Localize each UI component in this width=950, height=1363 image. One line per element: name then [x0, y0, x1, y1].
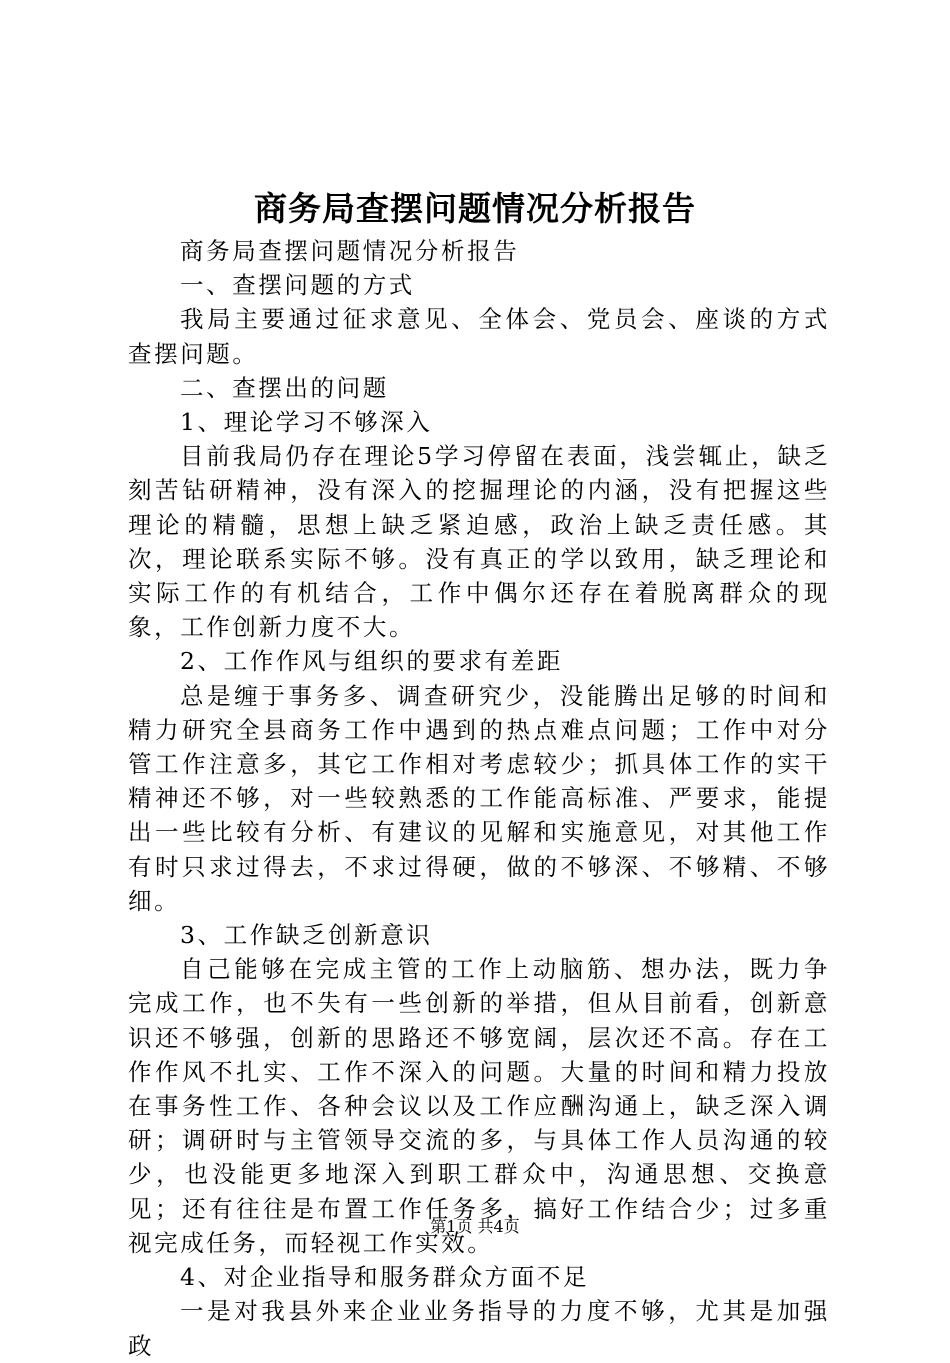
paragraph: 目前我局仍存在理论5学习停留在表面，浅尝辄止，缺乏刻苦钻研精神，没有深入的挖掘理论的内涵，没有把握这些理论的精髓，思想上缺乏紧迫感，政治上缺乏责任感。其次，理论联系实际不够。没有真正的学以致用，缺乏理论和实际工作的有机结合，工作中偶尔还存在着脱离群众的现象，工作创新力度不大。 [128, 442, 830, 642]
paragraph: 自己能够在完成主管的工作上动脑筋、想办法，既力争完成工作，也不失有一些创新的举措，但从目前看，创新意识还不够强，创新的思路还不够宽阔，层次还不高。存在工作作风不扎实、工作不深入的问题。大量的时间和精力投放在事务性工作、各种会议以及工作应酬沟通上，缺乏深入调研；调研时与主管领导交流的多，与具体工作人员沟通的较少，也没能更多地深入到职工群众中，沟通思想、交换意见；还有往往是布置工作任务多，搞好工作结合少；过多重视完成任务，而轻视工作实效。 [128, 955, 830, 1257]
paragraph-subtitle: 商务局查摆问题情况分析报告 [180, 237, 520, 265]
subsection-heading-4: 4、对企业指导和服务群众方面不足 [180, 1263, 590, 1292]
subsection-heading-3: 3、工作缺乏创新意识 [180, 921, 433, 950]
section-heading-1: 一、查摆问题的方式 [180, 271, 415, 300]
paragraph: 我局主要通过征求意见、全体会、党员会、座谈的方式查摆问题。 [128, 305, 830, 368]
subsection-heading-2: 2、工作作风与组织的要求有差距 [180, 647, 563, 676]
paragraph: 总是缠于事务多、调查研究少，没能腾出足够的时间和精力研究全县商务工作中遇到的热点难点问题；工作中对分管工作注意多，其它工作相对考虑较少；抓具体工作的实干精神还不够，对一些较熟悉的工作能高标准、严要求，能提出一些比较有分析、有建议的见解和实施意见，对其他工作有时只求过得去，不求过得硬，做的不够深、不够精、不够细。 [128, 681, 830, 915]
section-heading-2: 二、查摆出的问题 [180, 373, 389, 402]
page-footer: 第1页 共4页 [430, 1217, 520, 1236]
subsection-heading-1: 1、理论学习不够深入 [180, 408, 433, 437]
paragraph: 一是对我县外来企业业务指导的力度不够，尤其是加强政 [128, 1297, 830, 1360]
document-title: 商务局查摆问题情况分析报告 [254, 189, 696, 228]
document-body [128, 234, 830, 1363]
